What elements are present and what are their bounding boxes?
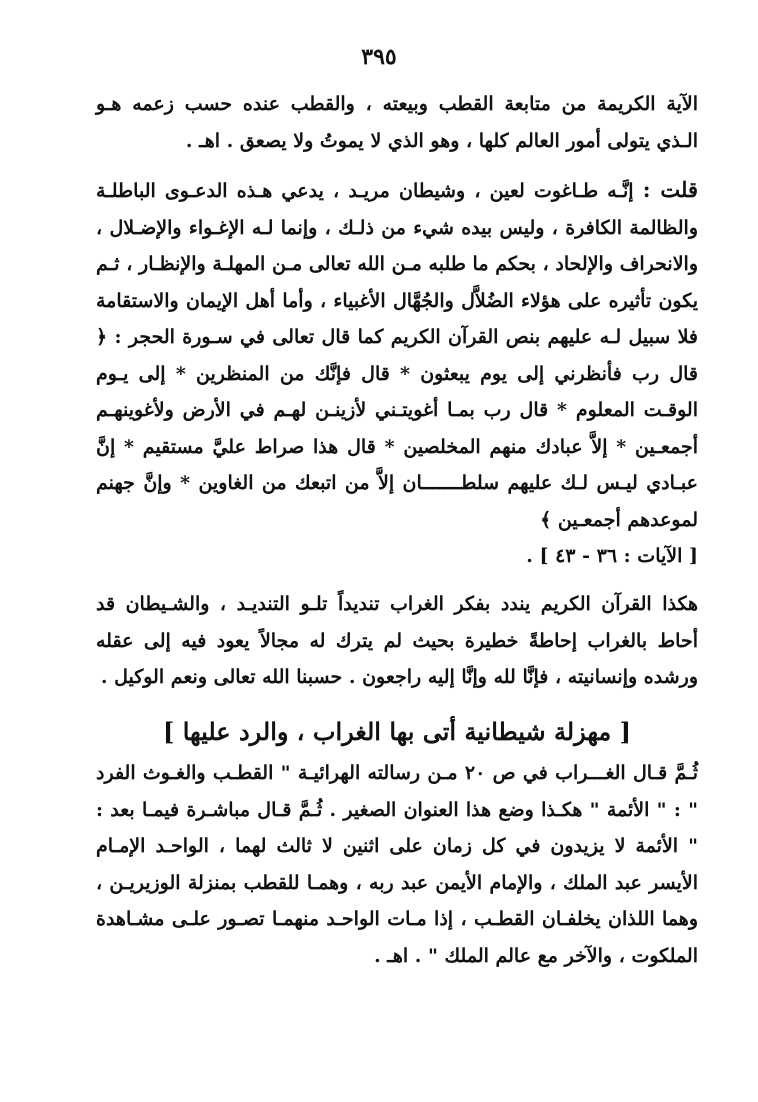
closing-paragraph: ثُـمَّ قـال الغـــراب في ص ٢٠ مـن رسالته الهرائيـة " القطـب والغـوث الفرد " : " الأئمة " هكـذا وضع هذا العنوان الصغير . ثُـمَّ قـال مباشـرة فيمـا بعد : " الأئمة لا يزيدون في كل زمان على اثنين لا ثالث لهما ، الواحـد الإمـام الأيسر عبد الملك ، والإمام الأيمن عبد ربه ، وهمـا للقطب بمنزلة الوزيريـن ، وهما اللذان يخلفـان القطـب ، إذا مـات الواحـد منهمـا تصـور علـى مشـاهدة الملكوت ، والآخر مع عالم الملك " . اهـ . bbox=[96, 762, 699, 967]
reply-text: إنَّـه طـاغوت لعين ، وشيطان مريـد ، يدعي هـذه الدعـوى الباطلـة والظالمة الكافرة ، وليس بيده شيء من ذلـك ، وإنما لـه الإغـواء والإضـلال ، والانحراف والإلحاد ، بحكم ما طلبه مـن الله تعالى مـن المهلـة والإنظـار ، ثـم يكون تأثيره على هؤلاء الضُلاَّل والجُهَّال الأغبياء ، وأما أهل الإيمان والاستقامة فلا سبيل لـه عليهم بنص القرآن الكريم كما قال تعالى في سـورة الحجر : ﴿ قال رب فأنظرني إلى يوم يبعثون * قال فإنَّك من المنظرين * إلى يـوم الوقـت المعلوم * قال رب بمـا أغويتـني لأزينـن لهـم في الأرض ولأغوينهـم أجمعـين * إلاَّ عبادك منهم المخلصين * قال هذا صراط عليَّ مستقيم * إنَّ عبـادي ليـس لـك عليهم سلطـــــــان إلاَّ من اتبعك من الغاوين * وإنَّ جهنم لموعدهم أجمعـين ﴾ bbox=[96, 180, 698, 531]
section-heading: [ مهزلة شيطانية أتى بها الغراب ، والرد عليها ] bbox=[163, 717, 631, 746]
intro-paragraph: الآية الكريمة من متابعة القطب وبيعته ، والقطب عنده حسب زعمه هـو الـذي يتولى أمور العالم كلها ، وهو الذي لا يموتُ ولا يصعق . اهـ . bbox=[96, 93, 698, 152]
verse-reference: [ الآيات : ٣٦ - ٤٣ ] . bbox=[526, 545, 698, 567]
reply-label: قلت : bbox=[642, 177, 698, 202]
commentary-paragraph: هكذا القرآن الكريم يندد بفكر الغراب تنديداً تلـو التنديـد ، والشـيطان قد أحاط بالغراب إحاطةً خطيرة بحيث لم يترك له مجالاً يعود فيه إلى عقله ورشده وإنسانيته ، فإنَّا لله وإنَّا إليه راجعون . حسبنا الله تعالى ونعم الوكيل . bbox=[96, 593, 698, 688]
reply-paragraph bbox=[96, 172, 698, 575]
page-number: ٣٩٥ bbox=[361, 44, 397, 70]
